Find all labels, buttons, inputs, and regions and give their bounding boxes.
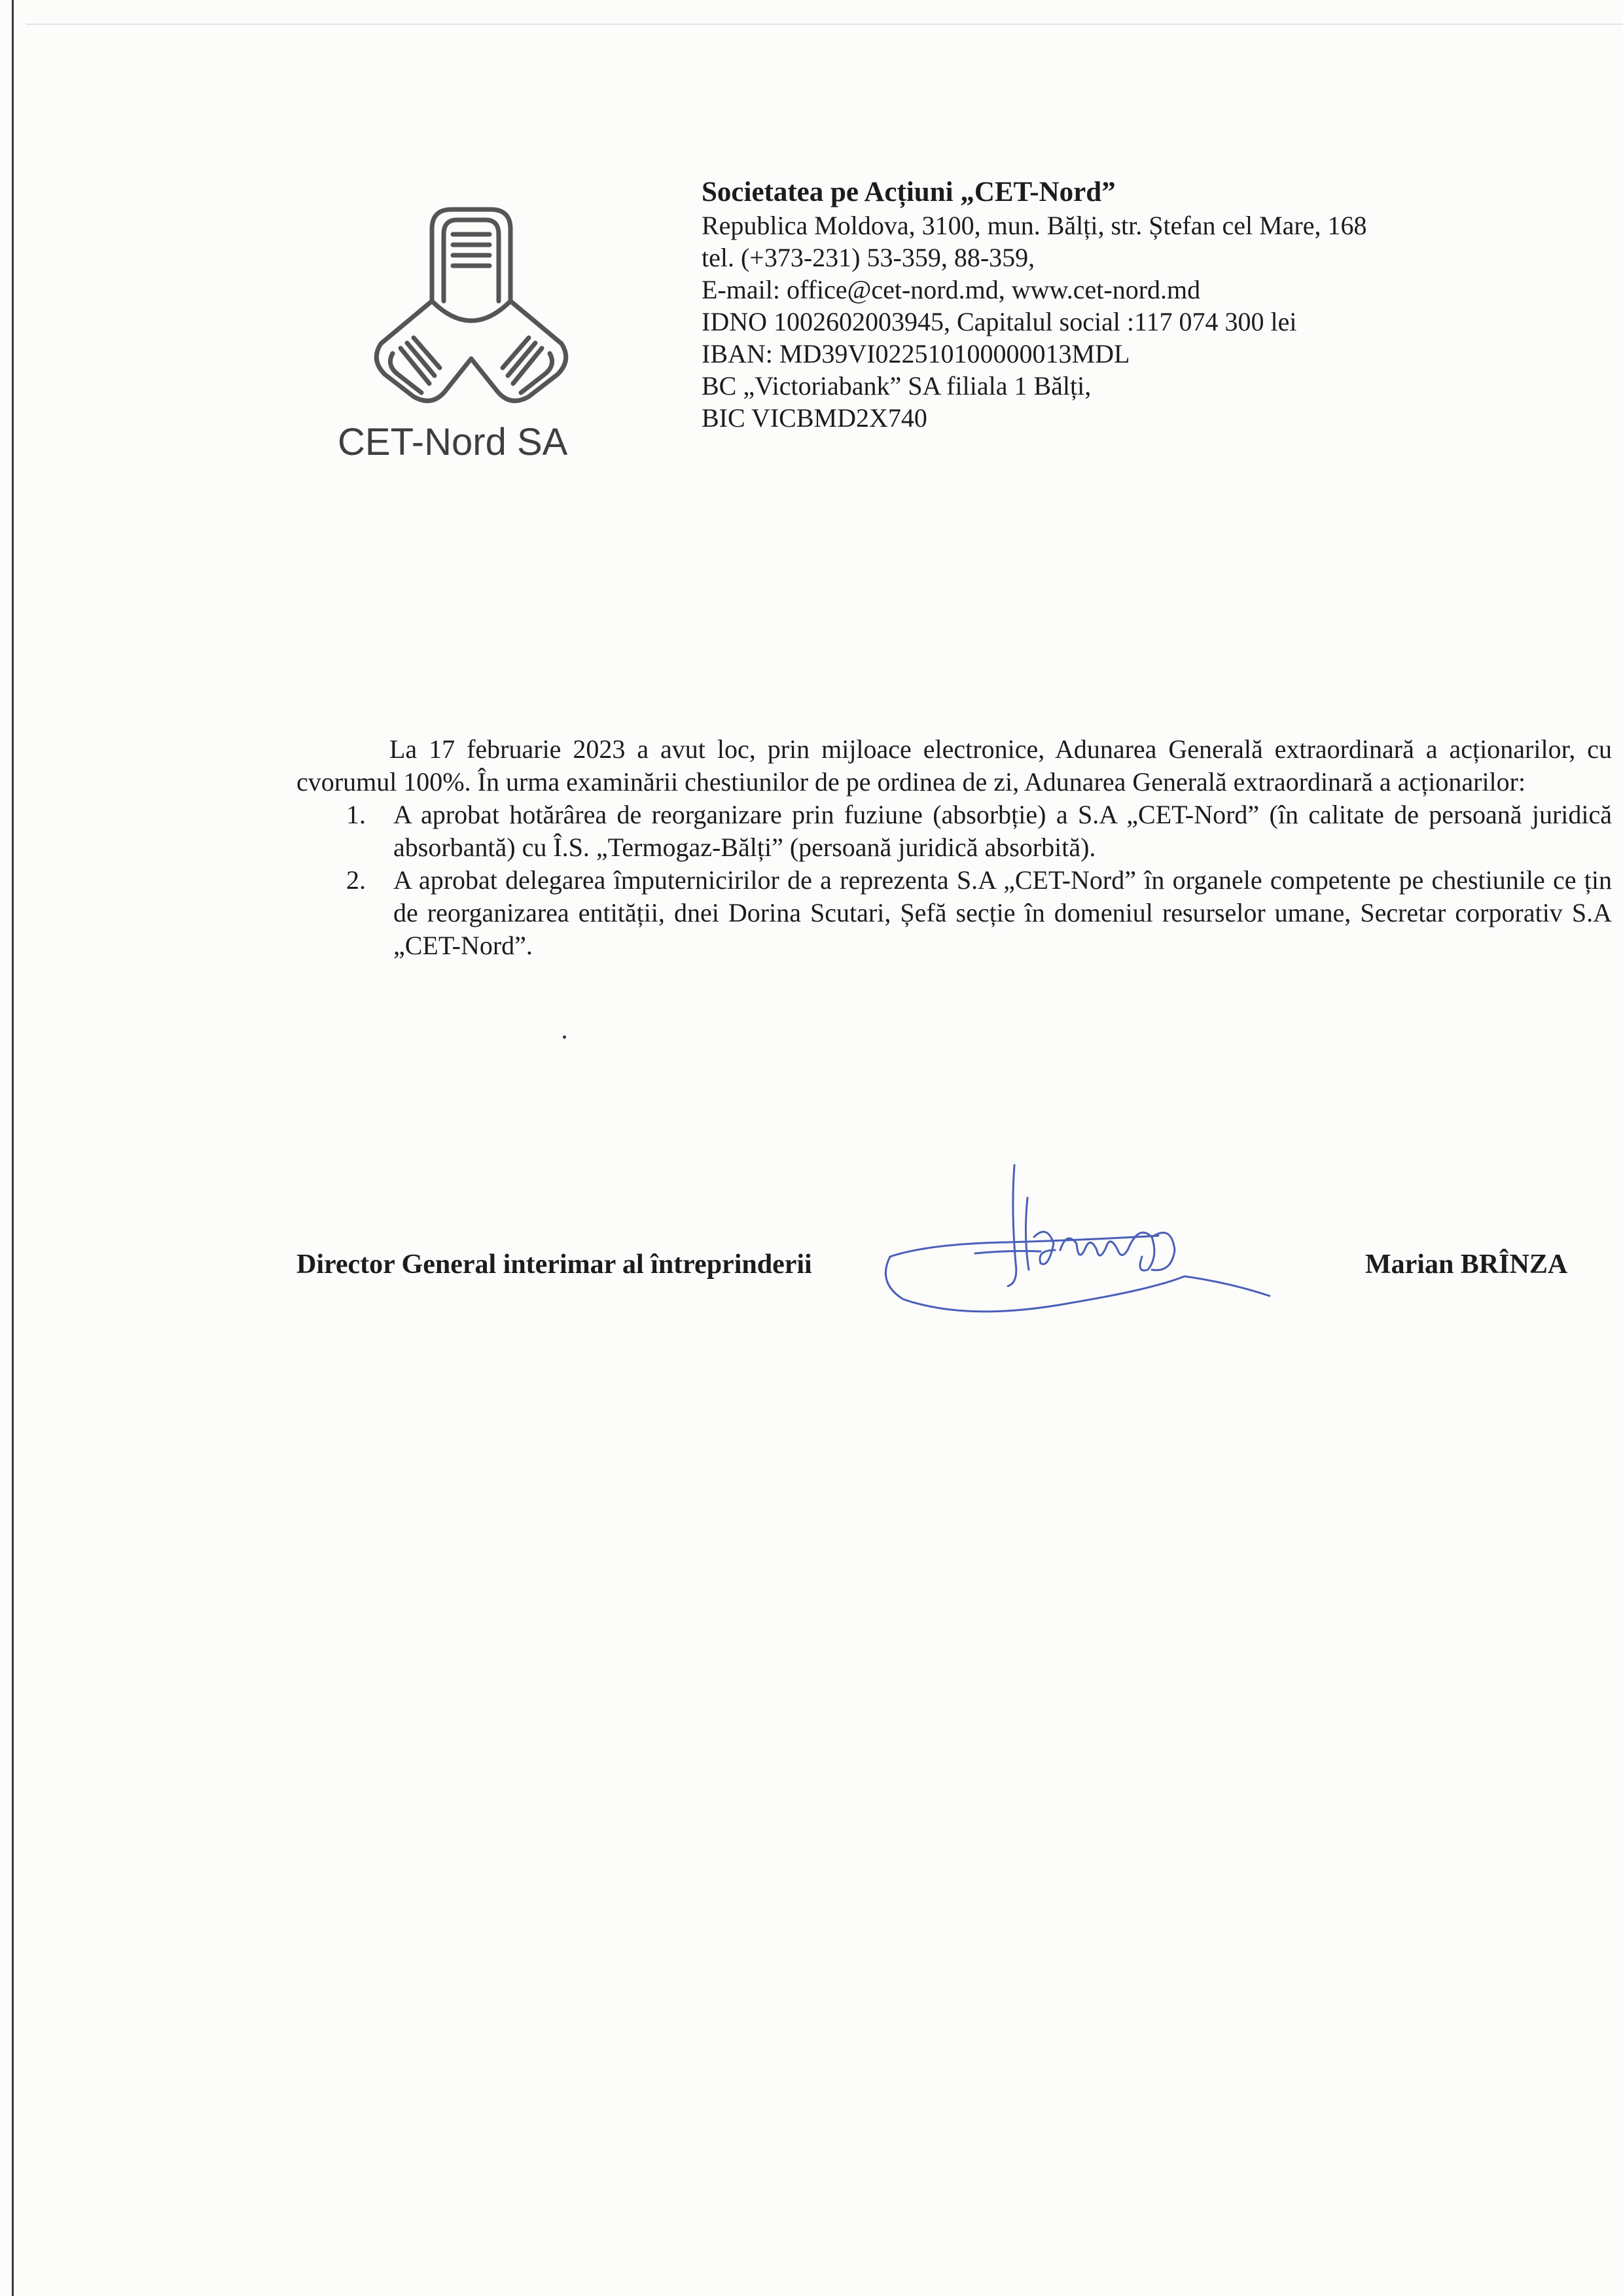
announcement-intro: La 17 februarie 2023 a avut loc, prin mijloace electronice, Adunarea Generală extraordinară a acționarilor, cu cvorumul 100%. În urma examinării chestiunilor de pe ordinea de zi, Adunarea Generală extraordinară a acționarilor: — [296, 734, 1612, 797]
signatory-title: Director General interimar al întreprinderii — [296, 1249, 812, 1280]
list-item-number: 2. — [346, 865, 366, 895]
list-item — [296, 798, 1612, 864]
decisions-list — [296, 798, 1612, 962]
company-email: E-mail: office@cet-nord.md, www.cet-nord.md — [702, 275, 1201, 304]
signatory-name: Marian BRÎNZA — [1365, 1249, 1568, 1280]
company-address: Republica Moldova, 3100, mun. Bălți, str. Ștefan cel Mare, 168 — [702, 211, 1367, 240]
company-phone: tel. (+373-231) 53-359, 88-359, — [702, 243, 1035, 272]
announcement-body — [296, 733, 1612, 962]
handwritten-signature — [877, 1152, 1283, 1329]
logo-text: CET-Nord SA — [338, 421, 568, 463]
company-header — [702, 175, 1366, 434]
company-idno: IDNO 1002602003945, Capitalul social :117 074 300 lei — [702, 307, 1297, 336]
cet-nord-logo-icon — [366, 203, 576, 419]
company-bic: BIC VICBMD2X740 — [702, 403, 927, 433]
list-item-text: A aprobat hotărârea de reorganizare prin fuziune (absorbție) a S.A „CET-Nord” (în calitate de persoană juridică absorbantă) cu Î.S. „Termogaz-Bălți” (persoană juridică absorbită). — [393, 800, 1612, 862]
scan-edge — [12, 0, 14, 2296]
page-edge — [26, 24, 1623, 25]
company-iban: IBAN: MD39VI022510100000013MDL — [702, 339, 1130, 368]
list-item-text: A aprobat delegarea împuternicirilor de a reprezenta S.A „CET-Nord” în organele competente pe chestiunile ce țin de reorganizarea entității, dnei Dorina Scutari, Șefă secție în domeniul resurselor umane, Secretar corporativ S.A „CET-Nord”. — [393, 865, 1612, 960]
list-item-number: 1. — [346, 800, 366, 829]
company-name: Societatea pe Acțiuni „CET-Nord” — [702, 177, 1116, 207]
company-logo — [327, 190, 615, 471]
company-bank: BC „Victoriabank” SA filiala 1 Bălți, — [702, 371, 1092, 401]
list-item — [296, 864, 1612, 962]
stray-mark — [563, 1035, 566, 1039]
